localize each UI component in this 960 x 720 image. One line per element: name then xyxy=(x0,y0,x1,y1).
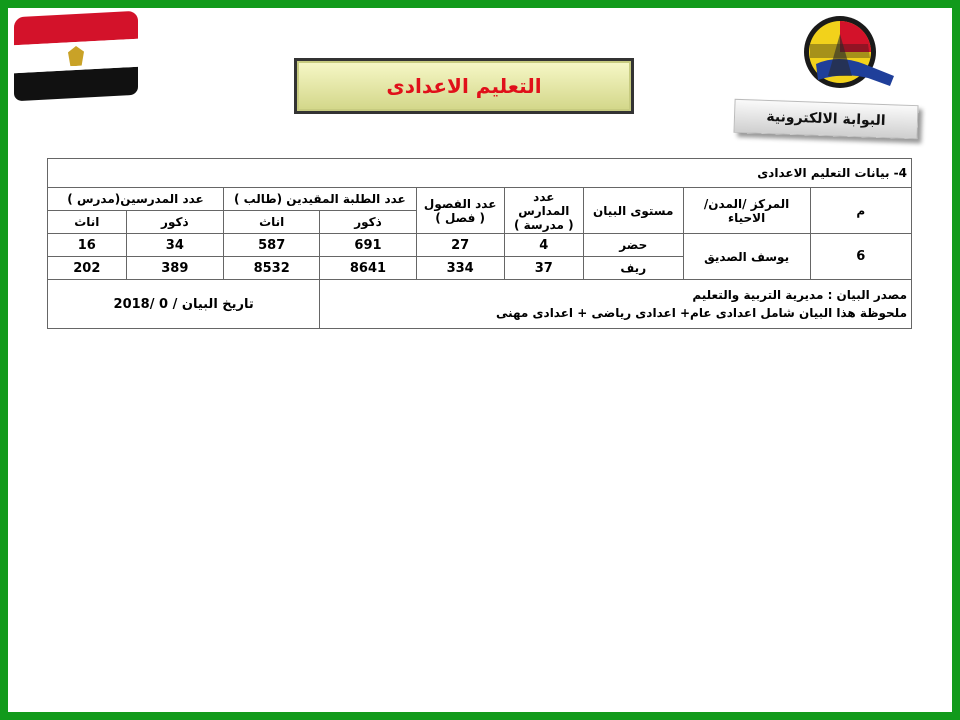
header-schools xyxy=(504,188,583,234)
page-title: التعليم الاعدادى xyxy=(386,74,542,98)
header-schools-label: عدد المدارس xyxy=(518,189,570,218)
page-title-box xyxy=(294,58,634,114)
header-teachers-male: ذكور xyxy=(126,211,223,234)
data-note: ملحوظة هذا البيان شامل اعدادى عام+ اعدادى رياضى + اعدادى مهنى xyxy=(495,306,907,320)
table-section-title: 4- بيانات التعليم الاعدادى xyxy=(48,159,912,188)
header-classes-label: عدد الفصول xyxy=(423,196,497,211)
header-classes xyxy=(416,188,504,234)
cell-schools-urban: 4 xyxy=(504,234,583,257)
cell-schools-rural: 37 xyxy=(504,257,583,280)
cell-level-rural: ريف xyxy=(583,257,683,280)
cell-level-urban: حضر xyxy=(583,234,683,257)
portal-label[interactable]: البوابة الالكترونية xyxy=(766,108,886,130)
header-students: عدد الطلبة المقيدين (طالب ) xyxy=(224,188,417,211)
header-teachers: عدد المدرسين(مدرس ) xyxy=(48,188,224,211)
data-date: تاريخ البيان / 0 /2018 xyxy=(48,280,320,329)
table-row-urban xyxy=(48,234,912,257)
header-students-male: ذكور xyxy=(320,211,416,234)
cell-students-male-rural: 8641 xyxy=(320,257,416,280)
header-students-female: اناث xyxy=(224,211,320,234)
cell-teachers-female-rural: 202 xyxy=(48,257,127,280)
header-level: مستوى البيان xyxy=(583,188,683,234)
header-index: م xyxy=(810,188,911,234)
cell-classes-urban: 27 xyxy=(416,234,504,257)
eagle-icon xyxy=(68,46,84,67)
cell-students-female-rural: 8532 xyxy=(224,257,320,280)
cell-index: 6 xyxy=(810,234,911,280)
cell-teachers-female-urban: 16 xyxy=(48,234,127,257)
data-source: مصدر البيان : مديرية التربية والتعليم xyxy=(692,288,907,302)
header-classes-unit: ( فصل ) xyxy=(435,210,486,225)
portal-label-box[interactable] xyxy=(733,99,918,139)
governorate-logo-icon xyxy=(798,14,898,104)
cell-students-female-urban: 587 xyxy=(224,234,320,257)
header-schools-unit: ( مدرسة ) xyxy=(513,217,574,232)
header-center: المركز /المدن/الاحياء xyxy=(683,188,810,234)
cell-teachers-male-rural: 389 xyxy=(126,257,223,280)
cell-classes-rural: 334 xyxy=(416,257,504,280)
egypt-flag-image xyxy=(14,11,138,103)
header-teachers-female: اناث xyxy=(48,211,127,234)
cell-center: يوسف الصديق xyxy=(683,234,810,280)
cell-students-male-urban: 691 xyxy=(320,234,416,257)
table-footer-notes xyxy=(320,280,912,329)
prep-education-table xyxy=(47,158,912,329)
cell-teachers-male-urban: 34 xyxy=(126,234,223,257)
